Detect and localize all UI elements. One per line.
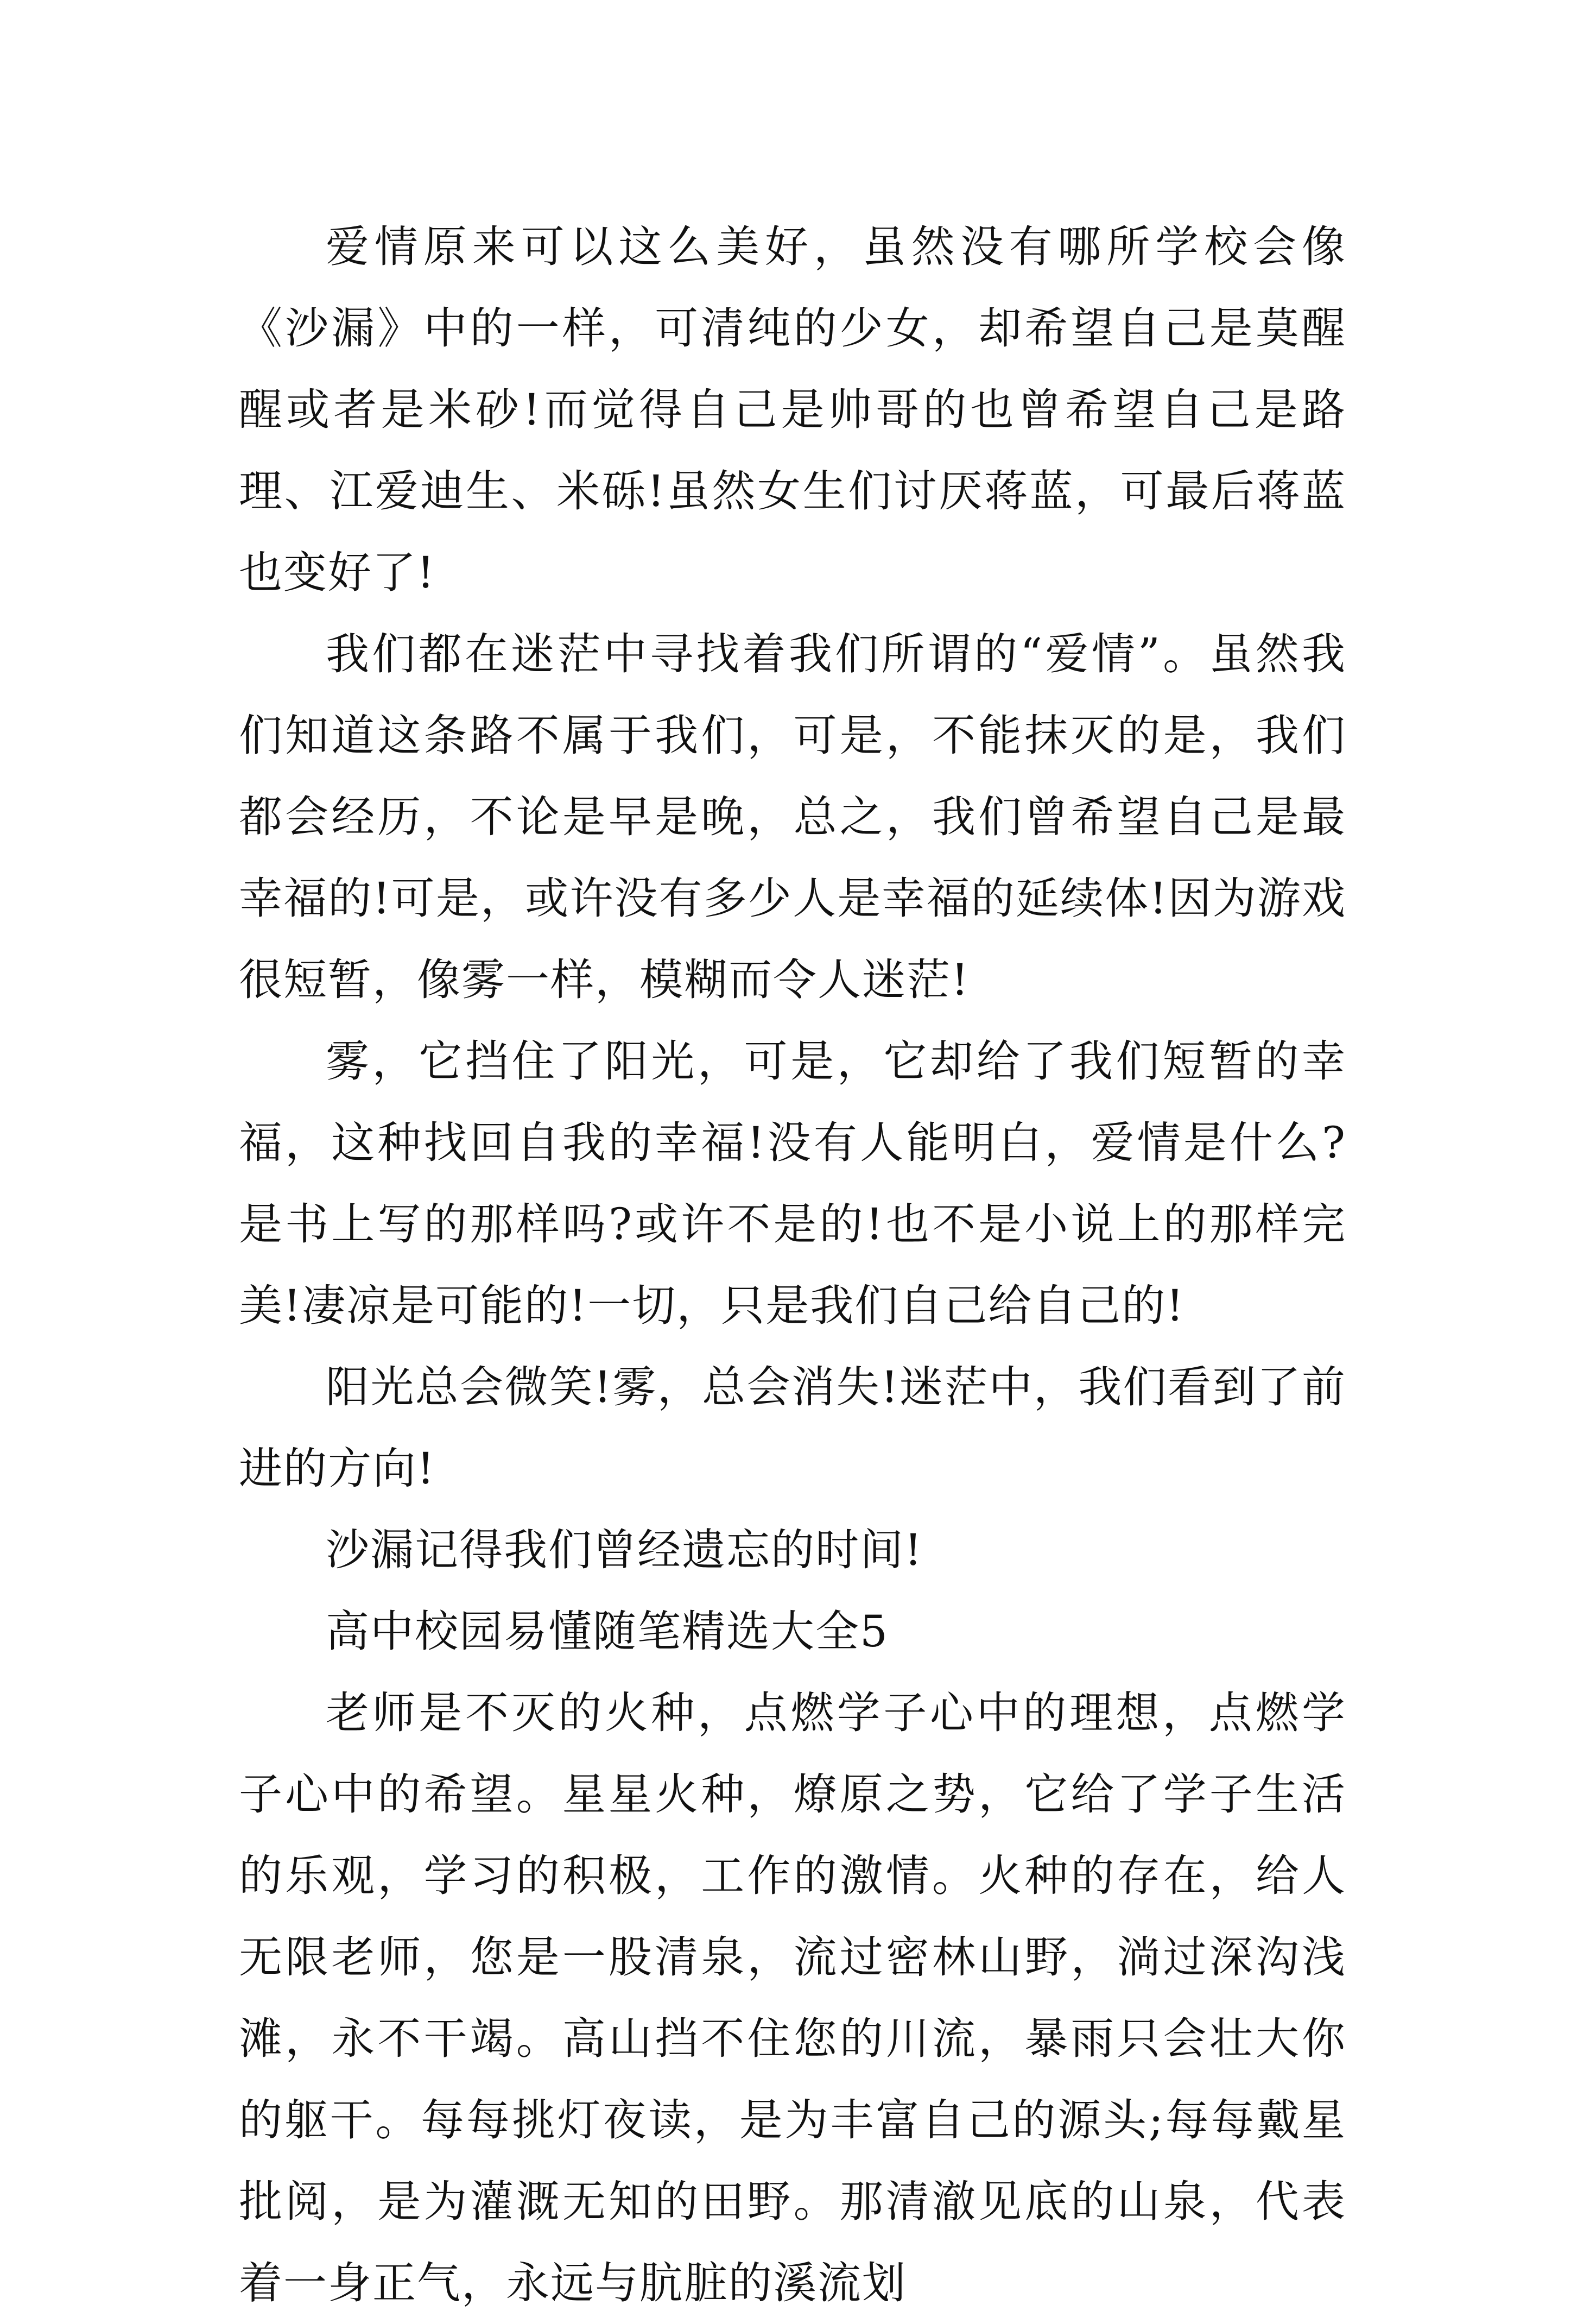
paragraph-4: 阳光总会微笑!雾，总会消失!迷茫中，我们看到了前进的方向! bbox=[239, 1362, 1346, 1494]
paragraph-5: 沙漏记得我们曾经遗忘的时间! bbox=[326, 1525, 923, 1575]
paragraph-1: 爱情原来可以这么美好，虽然没有哪所学校会像《沙漏》中的一样，可清纯的少女，却希望自己是莫醒醒或者是米砂!而觉得自己是帅哥的也曾希望自己是路理、江爱迪生、米砾!虽然女生们讨厌蒋蓝，可最后蒋蓝也变好了! bbox=[239, 222, 1346, 598]
document-body bbox=[239, 206, 1346, 2324]
paragraph-6: 老师是不灭的火种，点燃学子心中的理想，点燃学子心中的希望。星星火种，燎原之势，它给了学子生活的乐观，学习的积极，工作的激情。火种的存在，给人无限老师，您是一股清泉，流过密林山野，淌过深沟浅滩，永不干竭。高山挡不住您的川流，暴雨只会壮大你的躯干。每每挑灯夜读，是为丰富自己的源头;每每戴星批阅，是为灌溉无知的田野。那清澈见底的山泉，代表着一身正气，永远与肮脏的溪流划 bbox=[239, 1688, 1346, 2308]
paragraph-2: 我们都在迷茫中寻找着我们所谓的“爱情”。虽然我们知道这条路不属于我们，可是，不能抹灭的是，我们都会经历，不论是早是晚，总之，我们曾希望自己是最幸福的!可是，或许没有多少人是幸福的延续体!因为游戏很短暂，像雾一样，模糊而令人迷茫! bbox=[239, 629, 1346, 1005]
paragraph-3: 雾，它挡住了阳光，可是，它却给了我们短暂的幸福，这种找回自我的幸福!没有人能明白，爱情是什么?是书上写的那样吗?或许不是的!也不是小说上的那样完美!凄凉是可能的!一切，只是我们自己给自己的! bbox=[239, 1036, 1346, 1331]
section-heading: 高中校园易懂随笔精选大全5 bbox=[326, 1606, 889, 1657]
